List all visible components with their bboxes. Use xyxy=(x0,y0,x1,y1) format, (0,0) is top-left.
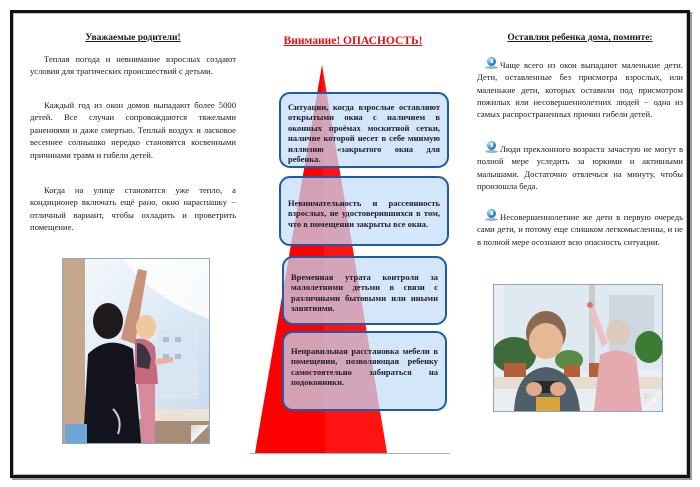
bullet-item-3 xyxy=(477,209,683,248)
danger-box-1: Ситуации, когда взрослые оставляют открытыми окна с наличием в оконных проёмах москитной сетки, наличие которой несет в себе мнимую иллюзию «закрытого окна для ребенка. xyxy=(279,92,449,168)
info-icon xyxy=(485,57,498,69)
info-icon xyxy=(485,141,498,153)
danger-heading: Внимание! ОПАСНОСТЬ! xyxy=(283,35,423,47)
danger-box-2: Невнимательность и рассеянность взрослых, не удостоверившихся в том, что в помещении закрыты все окна. xyxy=(279,176,449,246)
bullet-item-2 xyxy=(477,141,683,192)
photo-children-at-window xyxy=(493,284,663,412)
left-paragraph-1: Теплая погода и невнимание взрослых создают условия для трагических происшествий с детьми. xyxy=(30,54,236,77)
left-paragraph-3: Когда на улице становится уже тепло, а кондиционер включать ещё рано, окно нараспашку − отличный вариант, чтобы охладить и проветрить помещение. xyxy=(30,185,236,233)
left-paragraph-2: Каждый год из окон домов выпадают более 5000 детей. Все случаи сопровождаются тяжелыми ранениями и даже смертью. Теплый воздух и ласковое весеннее солнышко нередко становятся косвенными причинами травм и гибели детей. xyxy=(30,100,236,160)
right-heading: Оставляя ребенка дома, помните: xyxy=(507,33,653,43)
photo-children-icon xyxy=(494,285,662,411)
info-icon xyxy=(485,209,498,221)
divider-line xyxy=(250,453,450,454)
left-panel xyxy=(30,13,236,475)
bullet-text-3: Несовершеннолетние же дети в первую очередь сами дети, и потому еще слишком легкомысленны, и не в полной мере осознают всю опасность ситуации. xyxy=(477,212,683,247)
bullet-text-2: Люди преклонного возраста зачастую не могут в полной мере уследить за юркими и активными малышами. Достаточно отвлечься на минуту, чтобы произошла беда. xyxy=(477,144,683,191)
photo-woman-child-at-window xyxy=(62,258,210,444)
page-curl xyxy=(644,393,662,411)
right-panel xyxy=(475,13,685,475)
page-curl xyxy=(191,425,209,443)
danger-box-4: Неправильная расстановка мебели в помещении, позволяющая ребенку самостоятельно забираться на подоконники. xyxy=(282,331,447,411)
left-heading: Уважаемые родители! xyxy=(85,33,181,43)
brochure-frame xyxy=(10,10,690,478)
bullet-item-1 xyxy=(477,57,683,120)
center-panel xyxy=(235,13,471,475)
photo-woman-child-icon xyxy=(63,259,209,443)
bullet-text-1: Чаще всего из окон выпадают маленькие дети. Дети, оставленные без присмотра взрослых, или маленькие дети, которых оставили под присмотром пожилых или несовершеннолетних людей − одна из самых распространенных причин гибели детей. xyxy=(477,60,683,120)
danger-box-3: Временная утрата контроля за малолетними детьми в связи с различными бытовыми или иными занятиями. xyxy=(282,256,447,325)
